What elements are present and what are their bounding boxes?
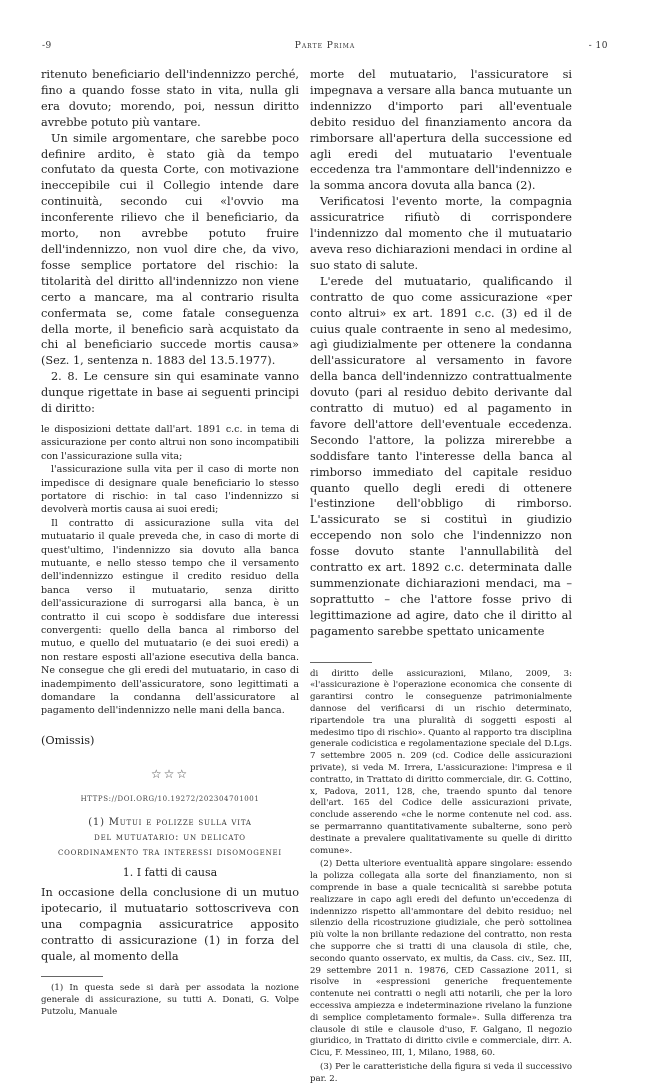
principle-item: Il contratto di assicurazione sulla vita del mutuatario il quale preveda che, in caso di morte di quest'ultimo, l'indennizzo sia dovuto alla banca mutuante, e nello stesso tempo che il versamento dell'indennizzo estingue il credito residuo della banca verso il mutuatario, senza diritto dell'assicurazione di surrogarsi alla banca, è un contratto il cui scopo è soddisfare due interessi convergenti: quello della banca al rimborso del mutuo, e quello del mutuatario (e dei suoi eredi) a non restare esposti all'azione esecutiva della banca. Ne consegue che gli eredi del mutuatario, in caso di inadempimento dell'assicuratore, sono legittimati a domandare la condanna dell'assicuratore al pagamento dell'indennizzo nelle mani della banca. bbox=[41, 517, 299, 717]
paragraph: In occasione della conclusione di un mutuo ipotecario, il mutuatario sottoscriveva con una compagnia assicuratrice apposito contratto di assicurazione (1) in forza del quale, al momento della bbox=[41, 885, 299, 963]
paragraph: morte del mutuatario, l'assicuratore si impegnava a versare alla banca mutuante un indennizzo d'importo pari all'eventuale debito residuo del finanziamento ancora da rimborsare all'apertura della successione ed agli eredi del mutuatario l'eventuale eccedenza tra l'ammontare dell'indennizzo e la somma ancora dovuta alla banca (2). bbox=[310, 68, 572, 193]
doi-link[interactable]: HTTPS://DOI.ORG/10.19272/202304701001 bbox=[80, 794, 260, 803]
title-line: del mutuatario: un delicato bbox=[94, 831, 246, 843]
right-body bbox=[310, 67, 572, 640]
paragraph: 2. 8. Le censure sin qui esaminate vanno dunque rigettate in base ai seguenti principi di diritto: bbox=[41, 370, 299, 416]
running-header: Parte Prima bbox=[294, 41, 356, 51]
footnote: (2) Detta ulteriore eventualità appare singolare: essendo la polizza collegata alla sorte del finanziamento, non si comprende in base a quale tecnicalità si sarebbe potuta realizzare in capo agli eredi del defunto un'eccedenza di indennizzo rispetto all'ammontare del debito residuo; nel silenzio della ricostruzione giudiziale, che però sottolinea più volte la non brillante redazione del contratto, non resta che supporre che si tratti di una clausola di stile, che, secondo quanto osservato, ex multis, da Cass. civ., Sez. III, 29 settembre 2011 n. 19876, CED Cassazione 2011, si risolve in «espressioni generiche frequentemente contenute nei contratti o negli atti notarili, che per la loro eccessiva ampiezza e indeterminazione rivelano la funzione di semplice completamento formale». Sulla differenza tra clausole di stile e clausole d'uso, F. Galgano, Il negozio giuridico, in Trattato di diritto civile e commerciale, dirr. A. Cicu, F. Messineo, III, 1, Milano, 1988, 60. bbox=[310, 859, 572, 1059]
footnote-rule bbox=[310, 662, 372, 663]
footnote-rule bbox=[41, 976, 103, 977]
paragraph: Verificatosi l'evento morte, la compagnia assicuratrice rifiutò di corrispondere l'indennizzo dal momento che il mutuatario aveva reso dichiarazioni mendaci in ordine al suo stato di salute. bbox=[310, 195, 572, 272]
page-number-right: - 10 bbox=[588, 41, 608, 51]
left-body bbox=[41, 67, 299, 417]
page-number-left: -9 bbox=[42, 41, 52, 51]
principle-item: l'assicurazione sulla vita per il caso di morte non impedisce di designare quale beneficiario lo stesso portatore di rischio: in tal caso l'indennizzo si devolverà mortis causa ai suoi eredi; bbox=[41, 464, 299, 516]
title-line: (1) Mutui e polizze sulla vita bbox=[88, 816, 252, 828]
omissis: (Omissis) bbox=[41, 733, 95, 747]
left-column bbox=[41, 67, 299, 1019]
paragraph: Un simile argomentare, che sarebbe poco definire ardito, è stato già da tempo confutato da questa Corte, con motivazione ineccepibile cui il Collegio intende dare continuità, secondo cui «l'ovvio ma inconferente rilievo che il beneficiario, da morto, non avrebbe potuto fruire dell'indennizzo, non vuol dire che, da vivo, fosse semplice portatore del rischio: la titolarità del diritto all'indennizzo non viene certo a mancare, ma al contrario risulta confermata se, come fatale conseguenza della morte, il beneficio sarà acquistato da chi al beneficiario succede mortis causa» (Sez. 1, sentenza n. 1883 del 13.5.1977). bbox=[41, 131, 299, 368]
principle-item: le disposizioni dettate dall'art. 1891 c.c. in tema di assicurazione per conto altrui non sono incompatibili con l'assicurazione sulla vita; bbox=[41, 423, 299, 462]
footnote: (3) Per le caratteristiche della figura si veda il successivo par. 2. bbox=[310, 1061, 572, 1084]
commentary-title bbox=[41, 815, 299, 860]
paragraph: L'erede del mutuatario, qualificando il contratto de quo come assicurazione «per conto altrui» ex art. 1891 c.c. (3) ed il de cuius quale contraente in seno al medesimo, agì giudizialmente per ottenere la condanna dell'assicuratore al versamento in favore della banca dell'indennizzo contrattualmente dovuto (pari al residuo debito derivante dal contratto di mutuo) ed al pagamento in favore dell'attore dell'eventuale eccedenza. Secondo l'attore, la polizza mirerebbe a soddisfare tanto l'interesse della banca al rimborso immediato del capitale residuo quanto quello degli eredi di ottenere l'estinzione dell'obbligo di rimborso. L'assicurato se si costituì in giudizio eccependo non solo che l'indennizzo non fosse dovuto stante l'annullabilità del contratto ex art. 1892 c.c. determinata dalle summenzionate dichiarazioni mendaci, ma – soprattutto – che l'attore fosse privo di legittimazione ad agire, dato che il diritto al pagamento sarebbe spettato unicamente bbox=[310, 274, 572, 638]
paragraph: ritenuto beneficiario dell'indennizzo perché, fino a quando fosse stato in vita, nulla gli era dovuto; morendo, poi, nessun diritto avrebbe potuto più vantare. bbox=[41, 68, 299, 129]
section-heading: 1. I fatti di causa bbox=[122, 865, 218, 879]
right-column bbox=[310, 67, 572, 1086]
footnote: di diritto delle assicurazioni, Milano, 2009, 3: «l'assicurazione è l'operazione economica che consente di garantirsi contro le conseguenze patrimonialmente dannose del verificarsi di un rischio determinato, ripartendole tra una pluralità di soggetti esposti al medesimo tipo di rischio». Quanto al rapporto tra disciplina generale codicistica e regolamentazione speciale del D.Lgs. 7 settembre 2005 n. 209 (cd. Codice delle assicurazioni private), si veda M. Irrera, L'assicurazione: l'impresa e il contratto, in Trattato di diritto commerciale, dir. G. Cottino, x, Padova, 2011, 128, che, traendo spunto dal tenore dell'art. 165 del Codice delle assicurazioni private, conclude asserendo «che le norme contenute nel cod. ass. se permarranno quantitativamente subalterne, sono però destinate a prevalere qualitativamente su quelle di diritto comune». bbox=[310, 668, 572, 856]
title-line: coordinamento tra interessi disomogenei bbox=[57, 846, 282, 858]
separator-stars: ☆☆☆ bbox=[150, 766, 190, 781]
footnotes-right bbox=[310, 669, 572, 1086]
principles-block bbox=[41, 423, 299, 718]
footnotes-left bbox=[41, 983, 299, 1018]
footnote: (1) In questa sede si darà per assodata la nozione generale di assicurazione, su tutti A. Donati, G. Volpe Putzolu, Manuale bbox=[41, 983, 299, 1017]
